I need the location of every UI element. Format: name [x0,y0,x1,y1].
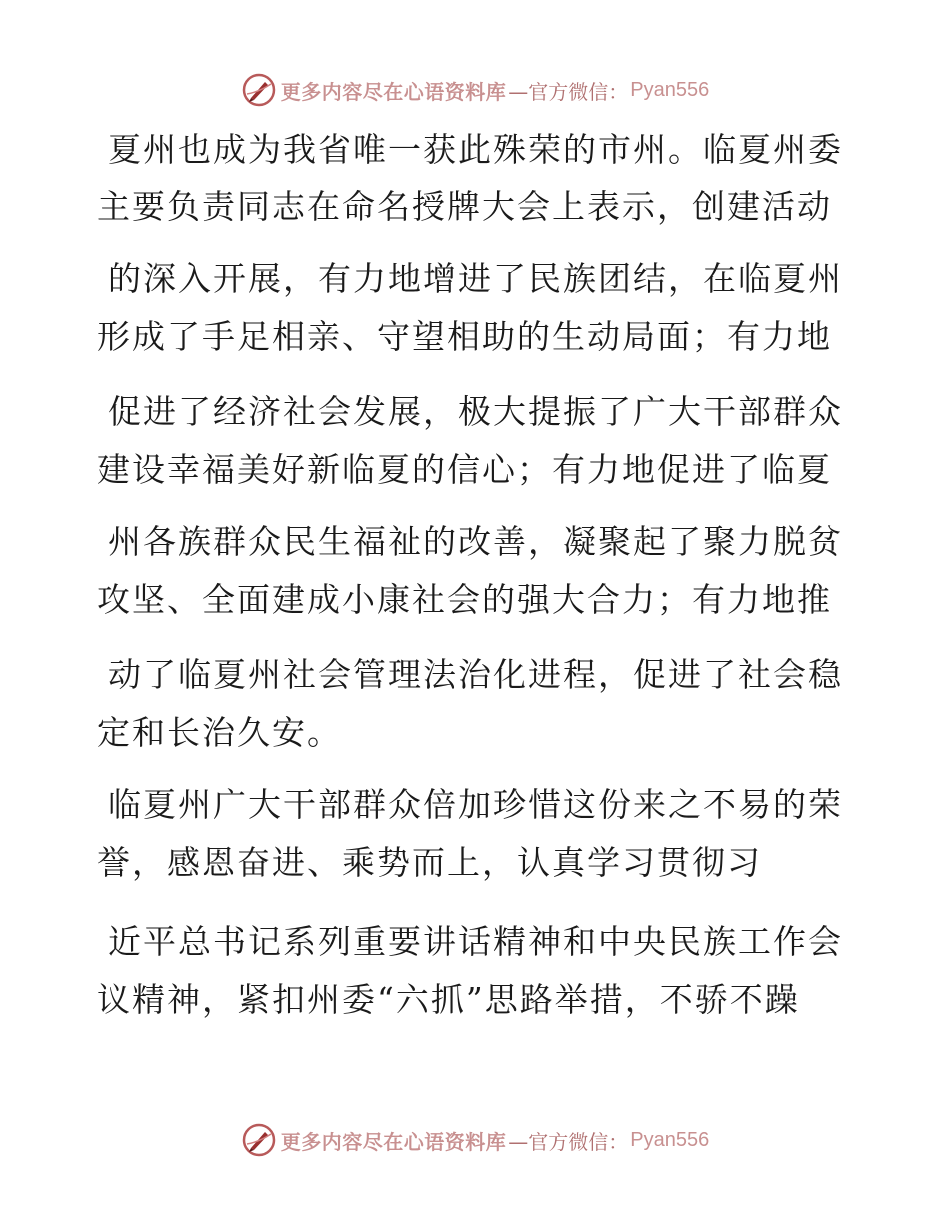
text-line: 临夏州广大干部群众倍加珍惜这份来之不易的荣 [108,785,843,824]
text-line: 的深入开展，有力地增进了民族团结，在临夏州 [108,259,843,298]
text-line: 州各族群众民生福祉的改善，凝聚起了聚力脱贫 [108,522,843,561]
banner-separator: —官方微信： [508,1129,629,1154]
text-line: 誉，感恩奋进、乘势而上，认真学习贯彻习 [97,843,762,882]
text-line: 建设幸福美好新临夏的信心；有力地促进了临夏 [97,450,832,489]
text-line: 定和长治久安。 [97,713,342,752]
text-line: 促进了经济社会发展，极大提振了广大干部群众 [108,392,843,431]
text-line: 议精神，紧扣州委“六抓”思路举措，不骄不躁 [97,980,800,1019]
banner-title: 更多内容尽在心语资料库 [280,1129,507,1154]
text-line: 攻坚、全面建成小康社会的强大合力；有力地推 [97,580,832,619]
text-line: 近平总书记系列重要讲话精神和中央民族工作会 [108,922,843,961]
quill-pen-logo-icon [241,1122,277,1158]
banner-wechat-id: Pyan556 [630,1128,710,1151]
banner-wechat-id: Pyan556 [630,78,710,101]
text-line: 动了临夏州社会管理法治化进程，促进了社会稳 [108,655,843,694]
banner-title: 更多内容尽在心语资料库 [280,79,507,104]
text-line: 主要负责同志在命名授牌大会上表示，创建活动 [97,187,832,226]
text-line: 夏州也成为我省唯一获此殊荣的市州。临夏州委 [108,130,843,169]
text-line: 形成了手足相亲、守望相助的生动局面；有力地 [97,317,832,356]
footer-banner [0,1120,950,1160]
banner-separator: —官方微信： [508,79,629,104]
